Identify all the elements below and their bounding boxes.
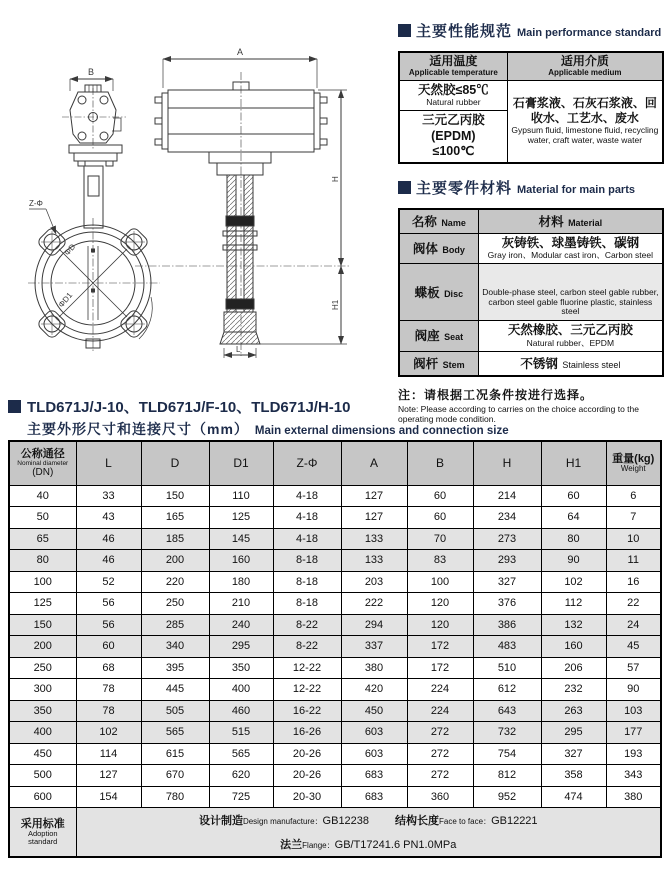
table-row [9,679,661,701]
cell: 295 [209,636,273,658]
cell: 683 [341,765,407,787]
col-header-medium: 适用介质 Applicable medium [507,52,663,80]
table-row [9,550,661,572]
cell: 20-26 [273,743,341,765]
performance-heading-en: Main performance standard [517,27,662,39]
col-header-weight: 重量(kg) Weight [606,441,661,485]
valve-technical-drawing [0,0,390,400]
cell: 214 [473,485,541,507]
cell: 670 [141,765,209,787]
cell: 220 [141,571,209,593]
cell: 224 [407,679,473,701]
cell: 90 [541,550,606,572]
cell: 294 [341,614,407,636]
cell: 114 [76,743,141,765]
cell: 250 [9,657,76,679]
cell: 83 [407,550,473,572]
cell: 952 [473,786,541,808]
cell: 50 [9,507,76,529]
cell: 165 [141,507,209,529]
cell: 400 [209,679,273,701]
square-bullet-icon [398,181,411,194]
cell: 380 [341,657,407,679]
cell: 224 [407,700,473,722]
cell: 8-18 [273,550,341,572]
cell: 132 [541,614,606,636]
cell: 612 [473,679,541,701]
standards-line-1: 设计制造Design manufacture：GB12238 结构长度Face to face：GB12221 [198,815,538,827]
cell: 133 [341,528,407,550]
cell: 133 [341,550,407,572]
cell: 343 [606,765,661,787]
materials-heading-en: Material for main parts [517,183,635,196]
cell: 150 [9,614,76,636]
cell: 16-22 [273,700,341,722]
cell: 46 [76,528,141,550]
header-row [9,441,661,485]
table-row [9,507,661,529]
cell: 125 [209,507,273,529]
col-header-b: B [407,441,473,485]
cell: 272 [407,722,473,744]
cell: 420 [341,679,407,701]
table-row [399,264,663,321]
materials-table [398,208,664,377]
materials-heading [398,177,664,198]
cell: 120 [407,614,473,636]
cell: 11 [606,550,661,572]
cell: 68 [76,657,141,679]
cell: 60 [407,507,473,529]
cell: 33 [76,485,141,507]
cell: 295 [541,722,606,744]
cell: 263 [541,700,606,722]
cell: 340 [141,636,209,658]
cell: 203 [341,571,407,593]
dim-label-phi-d1: ΦD1 [56,290,75,310]
cell: 56 [76,614,141,636]
cell-disc-material: Double-phase steel, carbon steel gable rubber, carbon steel gable fluorine plastic, stainless steel [478,264,663,321]
cell: 4-18 [273,485,341,507]
cell: 483 [473,636,541,658]
col-header-temperature: 适用温度 Applicable temperature [399,52,507,80]
cell: 754 [473,743,541,765]
cell: 6 [606,485,661,507]
table-row [9,765,661,787]
cell: 285 [141,614,209,636]
cell: 7 [606,507,661,529]
cell: 232 [541,679,606,701]
cell-natural-rubber: 天然胶≤85℃ Natural rubber [399,80,507,110]
cell: 4-18 [273,507,341,529]
side-view-drawing [135,59,350,358]
dim-label-z-phi: Z-Φ [29,199,43,208]
cell: 327 [541,743,606,765]
col-header-z-phi: Z-Φ [273,441,341,485]
cell-applicable-medium: 石膏浆液、石灰石浆液、回收水、工艺水、废水 Gypsum fluid, limestone fluid, recycling water, craft water, waste water [507,80,663,163]
col-header-name: 名称 Name [399,209,478,234]
cell: 732 [473,722,541,744]
cell: 474 [541,786,606,808]
cell: 565 [209,743,273,765]
table-row [9,700,661,722]
cell: 127 [341,485,407,507]
cell: 193 [606,743,661,765]
table-row [9,657,661,679]
cell-body-name: 阀体 Body [399,233,478,263]
dimensions-title-block [8,396,509,439]
selection-note: 注：请根据工况条件按进行选择。 Note: Please according to carries on the choice according to the operating mode condition. [398,387,639,424]
cell: 22 [606,593,661,615]
cell: 60 [76,636,141,658]
cell: 8-18 [273,593,341,615]
standards-line-2: 法兰Flange：GB/T17241.6 PN1.0MPa [280,839,457,851]
footer-row [9,808,661,858]
cell: 154 [76,786,141,808]
table-row [9,593,661,615]
dim-label-phi-d: ΦD [62,242,78,258]
cell: 450 [9,743,76,765]
cell: 43 [76,507,141,529]
cell: 812 [473,765,541,787]
square-bullet-icon [8,400,21,413]
cell: 46 [76,550,141,572]
col-header-d1: D1 [209,441,273,485]
cell: 8-22 [273,614,341,636]
cell: 145 [209,528,273,550]
cell: 172 [407,657,473,679]
cell: 65 [9,528,76,550]
cell: 56 [76,593,141,615]
cell: 460 [209,700,273,722]
col-header-a: A [341,441,407,485]
dim-label-h1: H1 [331,299,340,310]
performance-heading-zh: 主要性能规范 [416,23,513,40]
cell: 102 [76,722,141,744]
cell: 360 [407,786,473,808]
cell: 603 [341,722,407,744]
cell: 100 [407,571,473,593]
cell-adoption-standard: 采用标准 Adoption standard [9,808,76,858]
cell-stem-name: 阀杆 Stem [399,351,478,376]
cell-seat-name: 阀座 Seat [399,321,478,351]
cell: 510 [473,657,541,679]
cell: 60 [541,485,606,507]
dim-label-b: B [88,67,95,77]
cell: 272 [407,743,473,765]
cell: 395 [141,657,209,679]
cell: 24 [606,614,661,636]
cell-seat-material: 天然橡胶、三元乙丙胶 Natural rubber、EPDM [478,321,663,351]
cell: 52 [76,571,141,593]
cell: 683 [341,786,407,808]
cell: 90 [606,679,661,701]
cell-disc-name: 蝶板 Disc [399,264,478,321]
cell: 4-18 [273,528,341,550]
cell: 643 [473,700,541,722]
cell: 376 [473,593,541,615]
dim-label-h: H [331,176,340,182]
cell: 445 [141,679,209,701]
cell: 160 [209,550,273,572]
cell: 505 [141,700,209,722]
cell: 20-26 [273,765,341,787]
cell: 127 [76,765,141,787]
cell: 615 [141,743,209,765]
table-row [399,321,663,351]
cell: 78 [76,679,141,701]
dimensions-table [8,440,662,858]
cell: 400 [9,722,76,744]
cell: 185 [141,528,209,550]
cell: 273 [473,528,541,550]
dimensions-table-wrap [8,440,662,858]
cell: 112 [541,593,606,615]
table-row [9,485,661,507]
cell: 380 [606,786,661,808]
cell: 10 [606,528,661,550]
table-row [9,571,661,593]
cell: 350 [9,700,76,722]
table-row [9,528,661,550]
cell: 12-22 [273,679,341,701]
table-row [9,636,661,658]
cell: 45 [606,636,661,658]
col-header-h: H [473,441,541,485]
right-column [398,20,664,424]
cell: 180 [209,571,273,593]
col-header-dn: 公称通径 Nominal diameter (DN) [9,441,76,485]
col-header-d: D [141,441,209,485]
table-row [9,786,661,808]
cell: 100 [9,571,76,593]
cell-epdm: 三元乙丙胶(EPDM) ≤100℃ [399,110,507,162]
cell: 222 [341,593,407,615]
cell: 80 [9,550,76,572]
cell: 206 [541,657,606,679]
dimensions-subtitle: 主要外形尺寸和连接尺寸（mm） Main external dimensions and connection size [27,421,509,437]
cell: 358 [541,765,606,787]
cell: 200 [141,550,209,572]
col-header-h1: H1 [541,441,606,485]
col-header-material: 材料 Material [478,209,663,234]
cell: 240 [209,614,273,636]
cell: 12-22 [273,657,341,679]
table-row [399,233,663,263]
cell: 78 [76,700,141,722]
cell: 16-26 [273,722,341,744]
cell: 120 [407,593,473,615]
square-bullet-icon [398,24,411,37]
cell: 103 [606,700,661,722]
cell: 515 [209,722,273,744]
cell: 127 [341,507,407,529]
table-row [9,722,661,744]
cell: 603 [341,743,407,765]
cell-body-material: 灰铸铁、球墨铸铁、碳钢 Gray iron、Modular cast iron、Carbon steel [478,233,663,263]
cell: 293 [473,550,541,572]
cell: 250 [141,593,209,615]
col-header-l: L [76,441,141,485]
cell: 234 [473,507,541,529]
cell: 8-22 [273,636,341,658]
cell: 160 [541,636,606,658]
cell: 40 [9,485,76,507]
cell: 620 [209,765,273,787]
dim-label-a: A [237,47,244,57]
cell: 150 [141,485,209,507]
cell: 210 [209,593,273,615]
table-row [399,351,663,376]
cell: 177 [606,722,661,744]
cell: 500 [9,765,76,787]
table-row [9,614,661,636]
cell-standards [76,808,661,858]
cell: 780 [141,786,209,808]
cell: 125 [9,593,76,615]
cell: 386 [473,614,541,636]
dim-label-l: L [236,345,241,354]
cell: 272 [407,765,473,787]
materials-heading-zh: 主要零件材料 [416,179,513,197]
cell: 60 [407,485,473,507]
cell: 327 [473,571,541,593]
cell: 102 [541,571,606,593]
table-row [9,743,661,765]
cell: 565 [141,722,209,744]
cell: 110 [209,485,273,507]
model-title: TLD671J/J-10、TLD671J/F-10、TLD671J/H-10 [8,396,509,417]
front-view-drawing [28,79,160,352]
cell: 80 [541,528,606,550]
cell-stem-material: 不锈钢 Stainless steel [478,351,663,376]
cell: 600 [9,786,76,808]
cell: 450 [341,700,407,722]
cell: 8-18 [273,571,341,593]
cell: 172 [407,636,473,658]
cell: 16 [606,571,661,593]
cell: 725 [209,786,273,808]
performance-heading [398,20,664,41]
cell: 200 [9,636,76,658]
performance-table [398,51,664,164]
cell: 337 [341,636,407,658]
cell: 300 [9,679,76,701]
cell: 57 [606,657,661,679]
dims-table-body [9,485,661,808]
cell: 70 [407,528,473,550]
cell: 64 [541,507,606,529]
cell: 20-30 [273,786,341,808]
cell: 350 [209,657,273,679]
